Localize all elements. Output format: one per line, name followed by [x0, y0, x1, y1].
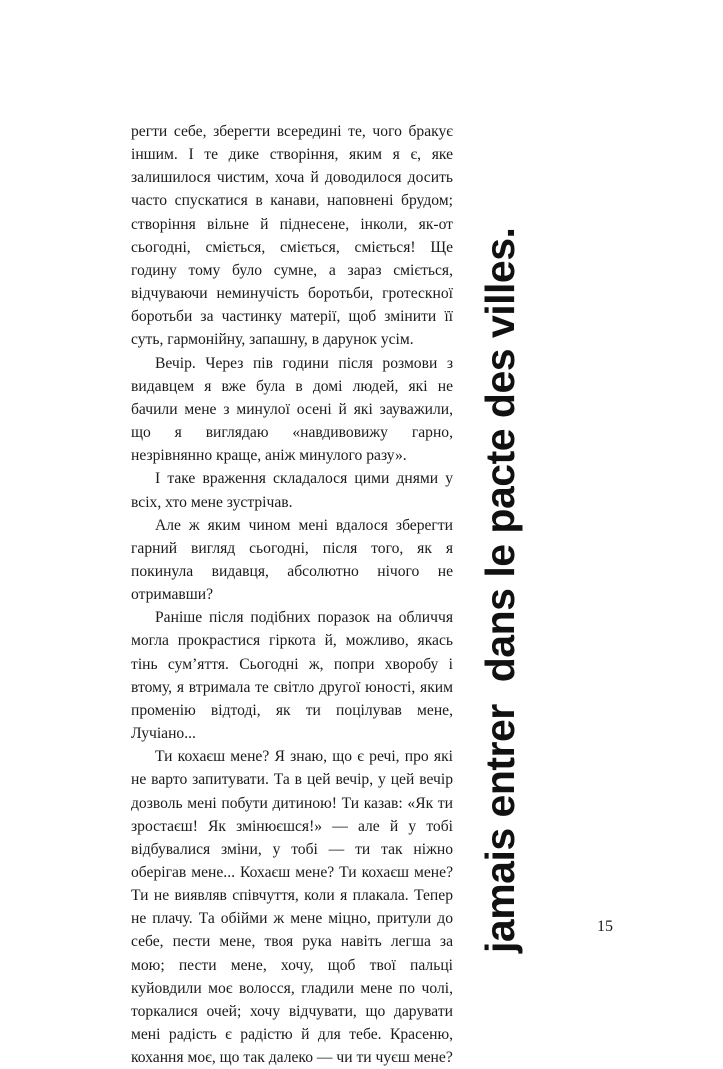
paragraph: Ти кохаєш мене? Я знаю, що є речі, про які не варто запитувати. Та в цей вечір, у цей вечір дозволь мені побути дитиною! Ти казав: «Як ти зростаєш! Як змінюєшся!» — але й у тобі відбувалися зміни, у тобі — ти так ніжно оберігав мене... Кохаєш мене? Ти кохаєш мене? Ти не виявляв співчуття, коли я плакала. Тепер не плачу. Та обійми ж мене міцно, притули до себе, пести мене, твоя рука навіть легша за мою; пести мене, хочу, щоб твої пальці куйовдили моє волосся, гладили мене по чолі, торкалися очей; хочу відчувати, що дарувати мені радість є радістю й для тебе. Красеню, кохання моє, що так далеко — чи ти чуєш мене?	[131, 748, 453, 1067]
vertical-title-part-2: dans le pacte des villes.	[477, 227, 523, 683]
vertical-title	[478, 228, 522, 953]
paragraph: Вечір. Через пів години після розмови з видавцем я вже була в домі людей, які не бачили мене з минулої осені й які зауважили, що я виглядаю «навдивовижу гарно, незрівнянно краще, аніж минулого разу».	[131, 354, 453, 465]
body-text	[131, 120, 453, 1069]
paragraph: регти себе, зберегти всередині те, чого бракує іншим. І те дике створіння, яким я є, яке залишилося чистим, хоча й доводилося досить часто спускатися в канави, наповнені брудом; створіння вільне й піднесене, інколи, як-от сьогодні, сміється, сміється, сміється! Ще годину тому було сумне, а зараз сміється, відчуваючи неминучість боротьби, гротескної боротьби за частинку матерії, щоб змінити її суть, гармонійну, запашну, в дарунок усім.	[131, 123, 453, 349]
paragraph: Раніше після подібних поразок на обличчя могла прокрастися гіркота й, можливо, якась тінь сум’яття. Сьогодні ж, попри хворобу і втому, я втримала те світло другої юності, яким променію відтоді, як ти поцілував мене, Лучіано...	[131, 609, 453, 743]
paragraph: І таке враження складалося цими днями у всіх, хто мене зустрічав.	[131, 470, 453, 511]
vertical-title-part-1: jamais entrer	[477, 704, 523, 953]
paragraph: Але ж яким чином мені вдалося зберегти гарний вигляд сьогодні, після того, як я покинула видавця, абсолютно нічого не отримавши?	[131, 516, 453, 604]
page-number: 15	[597, 918, 613, 935]
